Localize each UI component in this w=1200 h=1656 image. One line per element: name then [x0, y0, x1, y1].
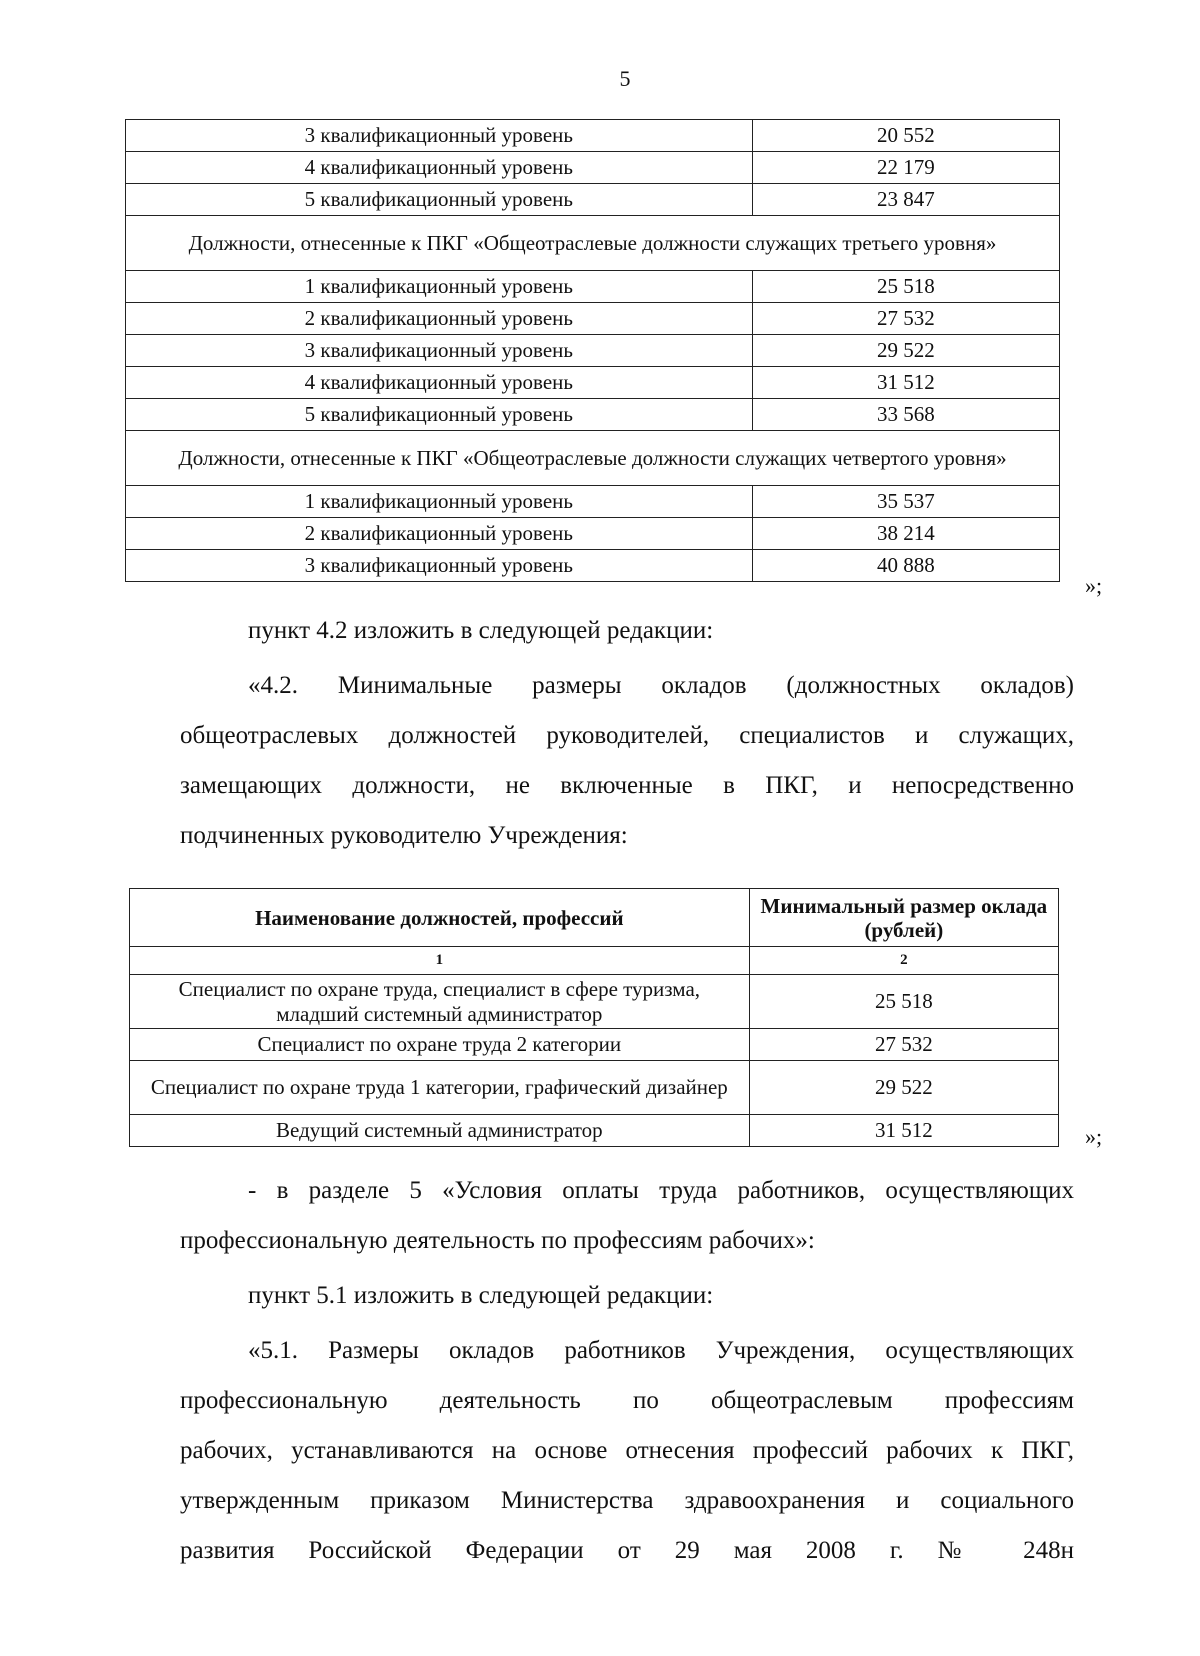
- paragraph-5-1-line-4: утвержденным приказом Министерства здравоохранения и социального: [180, 1487, 1074, 1514]
- position-name: Специалист по охране труда, специалист в сфере туризма, младший системный администратор: [130, 975, 750, 1029]
- table-row: [130, 1029, 1059, 1061]
- column-number-1: 1: [130, 947, 750, 975]
- salary-value: 38 214: [752, 518, 1059, 550]
- table-row: [130, 1115, 1059, 1147]
- qualification-level: 1 квалификационный уровень: [126, 271, 753, 303]
- table-row: [126, 184, 1060, 216]
- paragraph-4-2-line-2: общеотраслевых должностей руководителей, специалистов и служащих,: [180, 722, 1074, 749]
- table-header-row: [130, 889, 1059, 947]
- salary-value: 29 522: [752, 335, 1059, 367]
- position-name: Специалист по охране труда 1 категории, графический дизайнер: [130, 1061, 750, 1115]
- salary-value: 23 847: [752, 184, 1059, 216]
- position-salary: 31 512: [749, 1115, 1058, 1147]
- paragraph-5-1-line-2: профессиональную деятельность по общеотраслевым профессиям: [180, 1387, 1074, 1414]
- table-row: [126, 367, 1060, 399]
- table-row: [126, 152, 1060, 184]
- qualification-level: 4 квалификационный уровень: [126, 152, 753, 184]
- qualification-level: 1 квалификационный уровень: [126, 486, 753, 518]
- paragraph-point-5-1: пункт 5.1 изложить в следующей редакции:: [248, 1282, 714, 1309]
- paragraph-point-4-2: пункт 4.2 изложить в следующей редакции:: [248, 617, 714, 644]
- paragraph-5-1-line-3: рабочих, устанавливаются на основе отнесения профессий рабочих к ПКГ,: [180, 1437, 1074, 1464]
- qualification-level: 2 квалификационный уровень: [126, 518, 753, 550]
- table-row: [126, 518, 1060, 550]
- table2-closing-quote: »;: [1085, 1124, 1103, 1149]
- table-row: [130, 975, 1059, 1029]
- column-number-2: 2: [749, 947, 1058, 975]
- group-header-text: Должности, отнесенные к ПКГ «Общеотраслевые должности служащих четвертого уровня»: [126, 431, 1060, 486]
- qualification-level: 4 квалификационный уровень: [126, 367, 753, 399]
- table-row: [126, 486, 1060, 518]
- table-row: [126, 303, 1060, 335]
- qualification-level: 3 квалификационный уровень: [126, 120, 753, 152]
- paragraph-5-1-line-5: развития Российской Федерации от 29 мая 2008 г. № 248н: [180, 1537, 1074, 1564]
- table-row: [126, 120, 1060, 152]
- group-header-row: [126, 431, 1060, 486]
- salary-value: 33 568: [752, 399, 1059, 431]
- paragraph-5-1-line-1: «5.1. Размеры окладов работников Учреждения, осуществляющих: [248, 1337, 1074, 1364]
- position-salary: 29 522: [749, 1061, 1058, 1115]
- column-header-salary: Минимальный размер оклада (рублей): [749, 889, 1058, 947]
- group-header-row: [126, 216, 1060, 271]
- group-header-text: Должности, отнесенные к ПКГ «Общеотраслевые должности служащих третьего уровня»: [126, 216, 1060, 271]
- salary-value: 22 179: [752, 152, 1059, 184]
- salary-value: 40 888: [752, 550, 1059, 582]
- salary-value: 31 512: [752, 367, 1059, 399]
- qualification-level: 2 квалификационный уровень: [126, 303, 753, 335]
- column-number-row: [130, 947, 1059, 975]
- table-row: [126, 335, 1060, 367]
- paragraph-4-2-line-3: замещающих должности, не включенные в ПКГ, и непосредственно: [180, 772, 1074, 799]
- qualification-level: 5 квалификационный уровень: [126, 184, 753, 216]
- table-row: [126, 399, 1060, 431]
- table-row: [130, 1061, 1059, 1115]
- salary-value: 35 537: [752, 486, 1059, 518]
- table1-closing-quote: »;: [1085, 573, 1103, 598]
- table-row: [126, 271, 1060, 303]
- salary-value: 25 518: [752, 271, 1059, 303]
- page-number: 5: [619, 66, 631, 91]
- paragraph-4-2-line-4: подчиненных руководителю Учреждения:: [180, 822, 628, 849]
- position-salary: 25 518: [749, 975, 1058, 1029]
- qualification-level: 3 квалификационный уровень: [126, 335, 753, 367]
- position-salary: 27 532: [749, 1029, 1058, 1061]
- qualification-level: 3 квалификационный уровень: [126, 550, 753, 582]
- salary-levels-table: [125, 119, 1060, 582]
- position-name: Специалист по охране труда 2 категории: [130, 1029, 750, 1061]
- paragraph-4-2-line-1: «4.2. Минимальные размеры окладов (должностных окладов): [248, 672, 1074, 699]
- position-name: Ведущий системный администратор: [130, 1115, 750, 1147]
- column-header-name: Наименование должностей, профессий: [130, 889, 750, 947]
- positions-salary-table: [129, 888, 1059, 1147]
- section-5-line-1: - в разделе 5 «Условия оплаты труда работников, осуществляющих: [248, 1177, 1074, 1204]
- salary-value: 27 532: [752, 303, 1059, 335]
- section-5-line-2: профессиональную деятельность по профессиям рабочих»:: [180, 1227, 815, 1254]
- table-row: [126, 550, 1060, 582]
- salary-value: 20 552: [752, 120, 1059, 152]
- qualification-level: 5 квалификационный уровень: [126, 399, 753, 431]
